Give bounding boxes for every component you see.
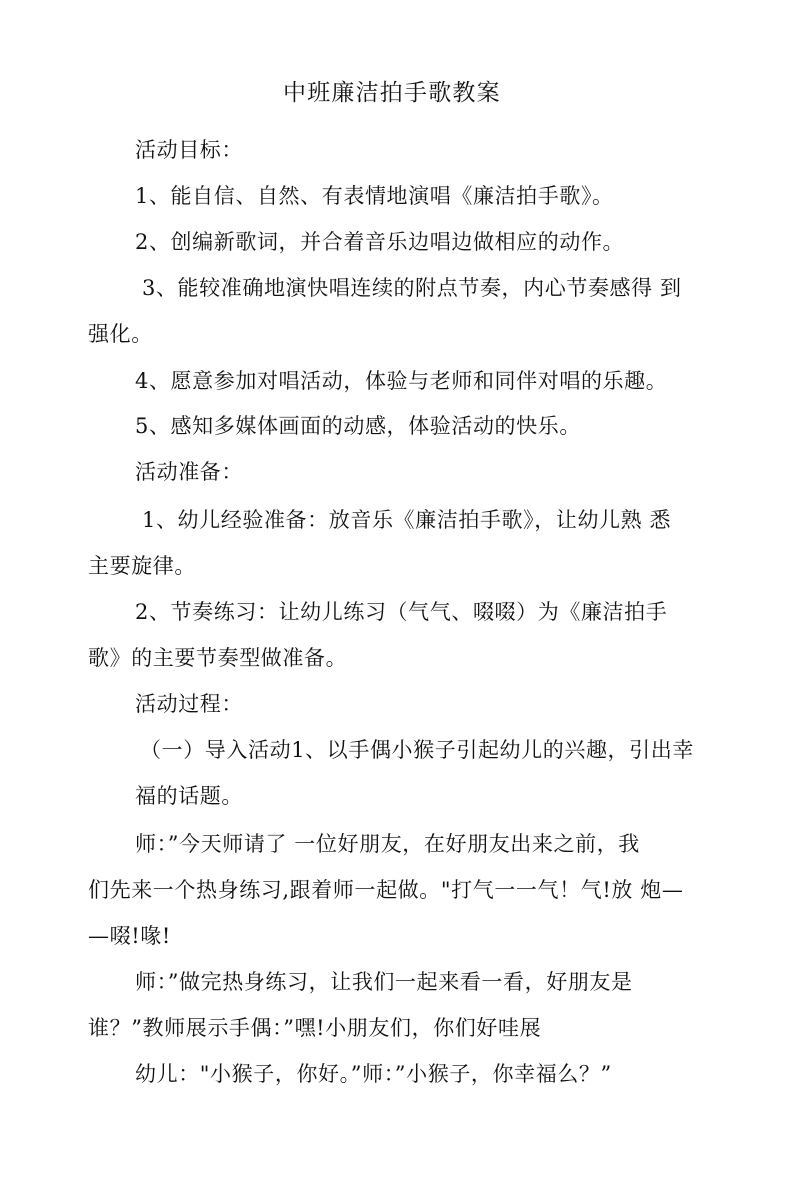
paragraph-line: 幼儿："小猴子，你好。”师：”小猴子，你幸福么？” — [135, 1062, 612, 1086]
paragraph-line: 谁？”教师展示手偶：”嘿!小朋友们，你们好哇展 — [88, 1016, 542, 1040]
paragraph-line: 福的话题。 — [135, 784, 243, 808]
paragraph-line: 师：”今天师请了 一位好朋友，在好朋友出来之前，我 — [135, 832, 640, 856]
paragraph-line: 2、创编新歌词，并合着音乐边唱边做相应的动作。 — [135, 230, 625, 254]
paragraph-line: 1、能自信、自然、有表情地演唱《廉洁拍手歌》。 — [135, 184, 614, 208]
paragraph-line: 主要旋律。 — [88, 554, 196, 578]
paragraph-line: —啜!喙! — [88, 924, 171, 948]
paragraph-line: 3、能较准确地演快唱连续的附点节奏，内心节奏感得 到 — [142, 276, 682, 300]
document-title: 中班廉洁拍手歌教案 — [283, 80, 501, 106]
paragraph-line: 2、节奏练习：让幼儿练习（气气、啜啜）为《廉洁拍手 — [135, 600, 668, 624]
section-heading-goals: 活动目标： — [135, 138, 243, 162]
paragraph-line: 1、幼儿经验准备：放音乐《廉洁拍手歌》，让幼儿熟 悉 — [142, 508, 672, 532]
section-heading-process: 活动过程： — [135, 692, 243, 716]
paragraph-line: （一）导入活动1、以手偶小猴子引起幼儿的兴趣，引出幸 — [140, 738, 694, 762]
paragraph-line: 师：”做完热身练习，让我们一起来看一看，好朋友是 — [135, 970, 633, 994]
paragraph-line: 4、愿意参加对唱活动，体验与老师和同伴对唱的乐趣。 — [135, 369, 668, 393]
paragraph-line: 们先来一个热身练习,跟着师一起做。"打气一一气！气!放 炮— — [88, 878, 684, 902]
paragraph-line: 5、感知多媒体画面的动感，体验活动的快乐。 — [135, 414, 581, 438]
paragraph-line: 歌》的主要节奏型做准备。 — [88, 646, 348, 670]
paragraph-line: 强化。 — [88, 322, 153, 346]
section-heading-preparation: 活动准备： — [135, 460, 243, 484]
